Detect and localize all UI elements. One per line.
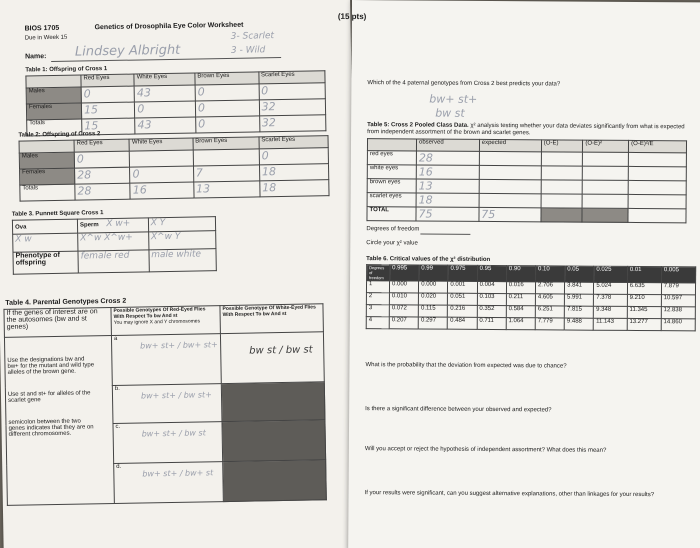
table6-p-header: 0.025 [594,266,628,282]
table6-p-header: 0.95 [477,265,506,281]
table3-ova-cell [12,219,77,234]
table1-cell: 43 [135,117,196,134]
table5-cell [479,193,541,207]
table3-sperm-cell [77,218,148,233]
circle-label: Circle your χ² value [366,240,418,247]
instruction-line: Use the designations bw and [7,356,85,364]
table6-cell: 6.251 [535,306,564,318]
table5-header: observed [416,139,479,151]
table6-p-header: 0.975 [448,265,477,281]
table5-desc: χ² analysis testing whether your data deviates significantly from what is expected from independent assortment of the brown and scarlet genes. [367,122,685,137]
table1-row-label: Females [26,103,81,120]
table2-cell: 7 [193,165,259,182]
table5-cell [479,151,541,165]
table5-cell [479,165,541,179]
handwritten-name: Lindsey Albright [74,42,181,60]
hw-answer-q1b: bw st [435,106,465,120]
table2-cell: 28 [75,167,131,184]
table6-df: 4 [366,317,389,329]
table6-cell: 0.211 [506,294,535,306]
table6-cell: 0.216 [448,305,477,317]
question-paternal-genotype: Which of the 4 paternal genotypes from Cross 2 best predicts your data? [367,80,561,88]
table5-row-label: red eyes [367,151,416,165]
table6-cell: 6.635 [627,282,661,294]
dof-line [420,233,470,234]
table1-cell: 15 [81,102,135,119]
table1-header: White Eyes [134,73,195,86]
table5-row-label: brown eyes [367,179,416,193]
table2-header: Scarlet Eyes [259,136,328,149]
table6-cell: 0.297 [418,317,447,329]
table5-observed: 16 [416,165,479,179]
table6-cell: 2.706 [535,282,564,294]
table2-row-label: Males [19,152,74,169]
table6-cell: 4.605 [535,294,564,306]
table6-cell: 0.004 [477,281,506,293]
table5-cell [583,152,629,166]
table6-cell: 0.584 [506,306,535,318]
table6-cell: 0.115 [418,305,447,317]
instruction-line: genes indicates that they are on [8,424,94,432]
table6-cell: 0.207 [389,317,418,329]
row-letter: c. [115,423,121,430]
table1-cell: 0 [195,84,259,101]
table6-cell: 0.711 [477,317,506,329]
table5-cell [541,152,583,166]
table6-cell: 7.815 [564,306,593,318]
table1-title: Table 1: Offspring of Cross 1 [25,66,108,74]
instruction-line: semicolon between the two [8,418,81,426]
question-probability: What is the probability that the deviation from expected was due to chance? [365,362,567,370]
question-accept-reject: Will you accept or reject the hypothesis of independent assortment? What does this mean? [364,446,607,454]
table6-cell: 0.001 [448,281,477,293]
table2-cell [130,150,193,167]
table3-hw-pheno-2: male white [149,249,217,272]
table5-header [367,139,416,151]
table6-cell: 5.024 [594,282,627,294]
table6-cell: 0.000 [419,281,448,293]
table6-cell: 1.064 [506,318,535,330]
handwritten-note-scarlet: 3- Scarlet [230,31,275,42]
table5-header: (O-E) [541,140,583,152]
table1-cell: 0 [259,83,326,100]
table6-cell: 0.020 [419,293,448,305]
table6-cell: 0.000 [389,281,418,293]
handwritten-note-wild: 3 - Wild [230,45,266,56]
table6-p-header: 0.995 [390,265,419,281]
table6-cell: 0.051 [448,293,477,305]
table6-df: 3 [366,305,389,317]
table4-shaded-cell [223,460,327,502]
table6-cell: 12.838 [661,307,695,319]
table2-cell: 0 [74,151,130,168]
worksheet-title: Genetics of Drosophila Eye Color Worksheet [94,21,244,32]
table2-cell: 18 [259,164,328,181]
instruction-line: different chromosomes. [8,430,72,438]
table6-p-header: 0.05 [565,266,594,282]
table2-header [19,140,74,153]
table5-header: expected [479,139,541,151]
table3-ova-label: Ova [14,224,27,231]
table6-cell: 11.143 [594,318,627,330]
table5-cell [541,194,583,208]
hw-answer-q1a: bw+ st+ [429,92,478,106]
table6-cell: 7.779 [535,318,564,330]
table5-observed: 13 [416,179,479,193]
table4-col1-note: You may ignore X and Y chromosomes [113,318,201,326]
table6-cell: 9.488 [564,318,593,330]
table5-cell [628,208,686,222]
table6-cell: 0.072 [389,305,418,317]
table4-title: Table 4. Parental Genotypes Cross 2 [5,297,127,307]
table6-cell: 14.860 [661,319,695,331]
table4-row-a [111,334,221,386]
hw-white-genotype: bw st / bw st [249,344,313,357]
table5-expected-total: 75 [479,207,541,221]
table3-hw-cell-2: X^w Y [148,231,216,250]
table4 [3,303,326,506]
table2-cell: 18 [260,180,329,197]
table1-row-label: Males [26,87,81,104]
table5-cell [628,166,686,180]
instruction-line: scarlet gene [8,397,41,404]
table1-cell: 0 [135,101,196,118]
table5-header: (O-E)²/E [629,140,687,152]
row-letter: b. [114,385,120,392]
course-code: BIOS 1705 [24,24,60,33]
table3-sperm-label: Sperm [79,222,99,229]
table5-observed: 18 [416,193,479,207]
table2-cell: 13 [193,181,259,198]
table6-cell: 11.345 [627,306,661,318]
table2-cell: 0 [259,148,328,165]
table5-shaded [541,208,583,222]
table5-title: Table 5: Cross 2 Pooled Class Data. [367,122,469,129]
table5-observed-total: 75 [416,207,479,221]
table6-cell: 9.348 [594,306,627,318]
table5-row-label: TOTAL [367,207,416,221]
hw-genotype-b: bw+ st+ / bw st+ [140,390,212,401]
table4-col1-title: Possible Genotypes Of Red-Eyed Flies With Respect To bw And st [113,306,206,320]
row-letter: a [113,335,118,342]
table1-header: Brown Eyes [195,72,259,85]
table6-p-header: 0.90 [506,266,535,282]
table5-caption [367,122,697,138]
hw-genotype-c: bw+ st+ / bw st [141,428,206,439]
table1-cell: 32 [259,99,326,116]
row-letter: d. [116,463,122,470]
table5-cell [628,194,686,208]
table5-row-label: scarlet eyes [367,193,416,207]
table1-header: Scarlet Eyes [258,71,325,84]
worksheet-page-right [337,0,700,548]
table2-cell [193,149,259,166]
table1-cell: 15 [82,118,136,135]
table6-title: Table 6. Critical values of the χ² distribution [366,256,491,263]
table6-cell: 10.597 [661,295,695,307]
table2-cell: 0 [130,166,193,183]
table2-row-label: Females [20,168,75,185]
table4-col2-header: Possible Genotype Of White-Eyed Flies With Respect To bw And st [220,304,323,334]
points-label: (15 pts) [337,11,367,22]
table5 [366,138,687,223]
table5-shaded [582,208,628,222]
table5-cell [541,166,583,180]
table6 [366,264,696,331]
table6-cell: 7.879 [661,283,695,295]
table3-title: Table 3. Punnett Square Cross 1 [11,210,104,218]
table6-cell: 3.841 [565,282,594,294]
table1-cell: 32 [259,115,326,132]
table5-cell [628,180,686,194]
due-date: Due in Week 15 [24,34,68,42]
table5-cell [479,179,541,193]
table6-dof-header: Degrees of freedom [367,265,390,281]
table3-hw-pheno-1: female red [78,250,149,273]
table6-cell: 7.378 [594,294,627,306]
table6-p-header: 0.005 [661,267,695,283]
table3-ova-allele: X w [13,233,78,252]
table6-cell: 0.352 [477,305,506,317]
table6-df: 2 [366,293,389,305]
table4-shaded-cell [221,382,325,422]
table4-white-a [220,332,324,384]
table1-cell: 0 [196,116,260,133]
table1-row-label: Totals [27,119,82,136]
dof-label: Degrees of freedom [366,226,420,233]
table6-cell: 13.277 [627,318,661,330]
table6-p-header: 0.10 [535,266,564,282]
table2-header: Red Eyes [74,139,130,152]
table6-cell: 0.016 [506,282,535,294]
table2 [19,135,330,201]
table5-cell [629,152,687,166]
table5-row-label: white eyes [367,165,416,179]
table5-cell [583,166,629,180]
table1-header [26,75,81,88]
table6-p-header: 0.99 [419,265,448,281]
table3-phenotype-label: Phenotype of offspring [13,251,78,274]
table3-hw-sperm-1: X w+ [106,218,131,230]
question-alternative-explanations: If your results were significant, can you suggest alternative explanations, other than linkages for your results? [364,490,655,499]
table4-instructions [4,336,114,506]
table5-cell [583,180,629,194]
question-significant-difference: Is there a significant difference between your observed and expected? [365,406,552,414]
table5-header: (O-E)² [583,140,629,152]
instruction-line: alleles of the brown gene. [7,368,77,376]
table4-shaded-cell [222,420,326,462]
table5-cell [582,194,628,208]
hw-genotype-d: bw+ st+ / bw+ st [142,468,214,479]
table6-cell: 0.010 [389,293,418,305]
table1-header: Red Eyes [81,74,134,87]
table6-df: 1 [366,281,389,293]
table2-cell: 28 [75,183,131,200]
table1 [25,70,326,136]
instruction-line: bw+ for the mutant and wild type [7,362,95,370]
table4-col1-header [111,306,220,336]
table5-cell [541,180,583,194]
hw-genotype-a: bw+ st+ / bw+ st+ [140,340,218,351]
table6-cell: 9.210 [627,294,661,306]
table4-row-c [113,422,223,464]
table4-row-d [114,462,224,504]
table6-cell: 0.484 [448,317,477,329]
table3-punnett [12,216,217,275]
table4-row-b [112,384,222,424]
table2-header: White Eyes [129,138,192,151]
table2-header: Brown Eyes [193,137,259,150]
table2-title: Table 2: Offspring of Cross 2 [18,131,101,139]
table4-desc: If the genes of interest are on the autosomes (bw and st genes) [4,308,111,338]
table1-cell: 43 [134,85,195,102]
table2-row-label: Totals [20,184,75,201]
table1-cell: 0 [195,100,259,117]
table2-cell: 16 [130,182,193,199]
table6-cell: 0.103 [477,293,506,305]
instruction-line: Use st and st+ for alleles of the [7,390,91,398]
table5-observed: 28 [416,151,479,165]
name-label: Name: [25,53,47,61]
table6-cell: 5.991 [564,294,593,306]
table6-p-header: 0.01 [627,266,661,282]
table3-hw-cell-1: X^w X^w+ [78,232,149,251]
table3-hw-sperm-2: X Y [148,217,216,232]
table1-cell: 0 [81,86,135,103]
